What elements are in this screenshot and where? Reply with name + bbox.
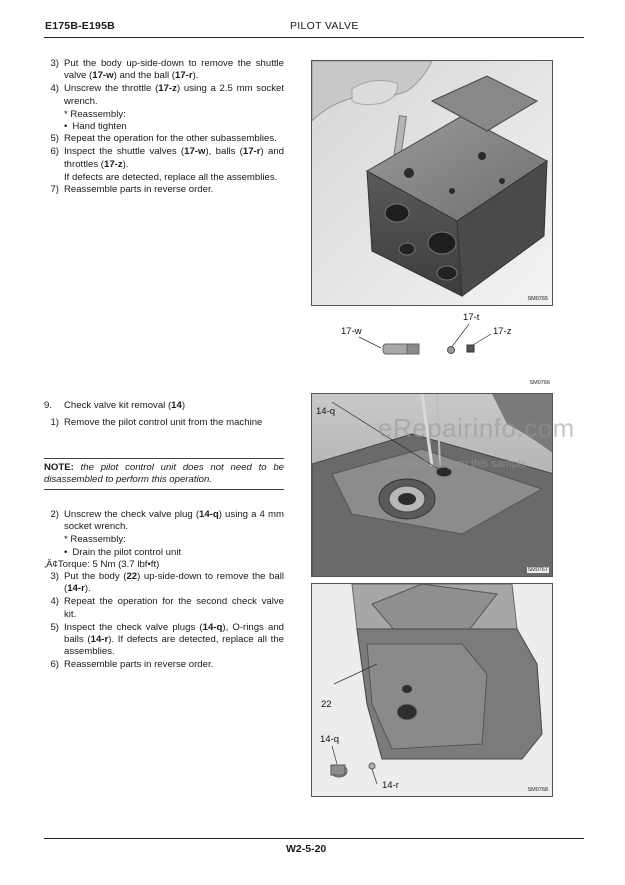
valve-body-photo [312,61,553,306]
step-number: 5) [50,621,59,633]
hand-tighten-bullet: • Hand tighten [44,121,284,133]
step-a-6 [44,146,284,170]
figure-caption: SM0768 [527,787,548,793]
figure-caption: SM0765 [527,296,548,302]
watermark-sub: watermark only on this sample [378,458,527,470]
note-text: the pilot control unit does not need to be disassembled to perform this operation. [44,462,284,486]
header-title: PILOT VALVE [290,20,359,32]
section-title: Check valve kit removal (14) [64,400,186,411]
steps-section-9-first [44,417,284,430]
step-number: 2) [50,509,59,520]
reassembly-label: * Reassembly: [64,108,126,120]
header-rule [44,37,584,38]
step-number: 3) [50,58,59,69]
step-number: 3) [50,571,59,583]
step-number: 5) [50,133,59,145]
body-photo [312,584,553,797]
step-b-4 [44,596,284,620]
step-text: Put the body up-side-down to remove the shuttle valve (17-w) and the ball (17-r). [64,58,284,82]
step-number: 1) [50,417,59,428]
step-number: 6) [50,146,59,158]
step-number: 4) [50,596,59,608]
figure-body-and-ball [311,583,553,797]
step-number: 4) [50,83,59,95]
step-text: Put the body (22) up-side-down to remove the ball (14-r). [64,571,284,595]
step-b-5 [44,622,284,659]
step-text: Remove the pilot control unit from the machine [64,417,263,428]
step-number: 6) [50,659,59,671]
figure-shuttle-parts [311,310,553,390]
label-22: 22 [321,699,332,710]
step-text: Inspect the shuttle valves (17-w), balls (17-r) and throttles (17-z). [64,146,284,170]
label-14-q: 14-q [320,734,340,745]
step-a-3 [44,58,284,82]
figure-caption: SM0767 [527,567,548,573]
label-14-r: 14-r [382,780,399,791]
step-a-5 [44,133,284,145]
step-text: Repeat the operation for the other subassemblies. [64,133,277,145]
step-b-6 [44,659,284,671]
section-9-heading [44,400,284,412]
step-number: 7) [50,184,59,196]
note-rule-top [44,458,284,459]
step-b-2 [44,509,284,533]
footer-rule [44,838,584,839]
drain-bullet: • Drain the pilot control unit [44,547,284,559]
note [44,462,284,487]
note-rule-bottom [44,489,284,490]
step-text: Repeat the operation for the second check valve kit. [64,596,284,620]
page-number: W2-5-20 [286,843,327,855]
shuttle-parts-illustration [311,310,553,390]
step-b-3 [44,571,284,595]
header-model: E175B-E195B [45,20,115,32]
label-14-q: 14-q [316,406,336,417]
step-text: Unscrew the throttle (17-z) using a 2.5 mm socket wrench. [64,83,284,107]
step-a-7 [44,184,284,196]
step-text: Inspect the check valve plugs (14-q), O-rings and balls (14-r). If defects are detected, replace all the assemblies. [64,621,285,658]
label-17-t: 17-t [463,312,480,323]
defects-text: If defects are detected, replace all the assemblies. [64,171,278,183]
torque-text: ‚Ä¢Torque: 5 Nm (3.7 lbf•ft) [44,558,160,570]
note-label: NOTE: [44,462,74,473]
section-number: 9. [44,400,53,411]
watermark-main: eRepairinfo.com [378,413,575,443]
steps-section-b [44,509,284,673]
figure-shuttle-valve-removal [311,60,553,306]
label-17-w: 17-w [341,326,362,337]
step-text: Reassemble parts in reverse order. [64,659,214,671]
label-17-z: 17-z [493,326,512,337]
steps-section-a [44,58,284,197]
figure-caption: SM0766 [529,380,550,386]
step-text: Unscrew the check valve plug (14-q) using a 4 mm socket wrench. [64,509,284,533]
step-text: Reassemble parts in reverse order. [64,184,214,196]
step-a-4 [44,83,284,107]
step-b-1 [44,417,284,429]
reassembly-label: * Reassembly: [64,534,126,546]
